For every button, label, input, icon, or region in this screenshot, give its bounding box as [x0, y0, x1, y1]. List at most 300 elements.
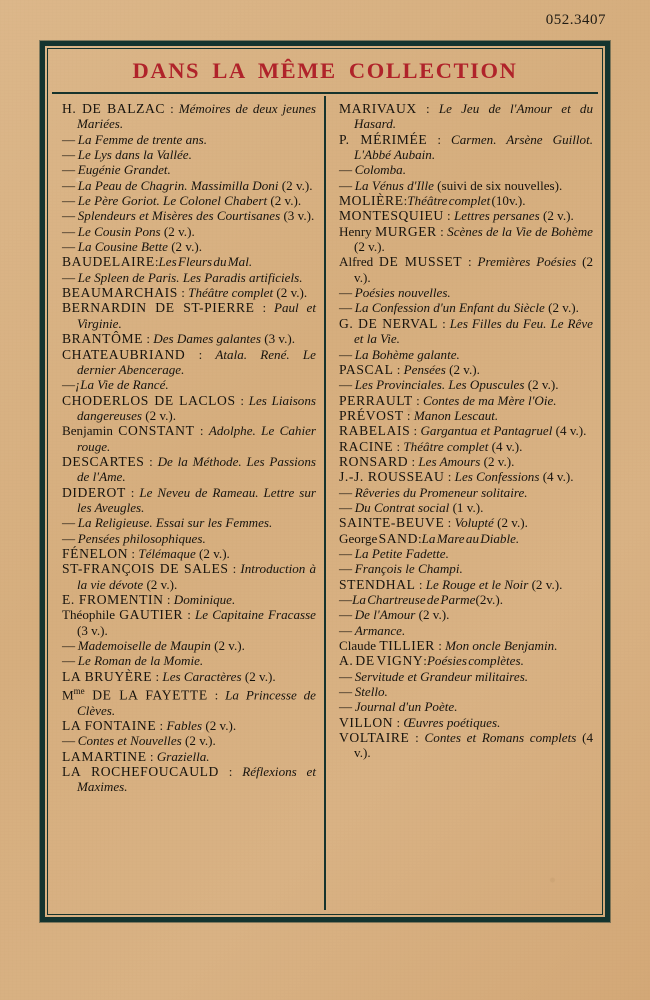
work-title: Atala. René. Le dernier Abencerage. [77, 346, 316, 377]
author-title-separator: : [146, 748, 157, 764]
entry-dash: — [62, 147, 78, 163]
author-honorific: M [62, 687, 74, 703]
catalogue-entry [62, 254, 316, 269]
author-title-separator: : [415, 576, 426, 592]
catalogue-entry [62, 285, 316, 300]
entry-dash: — [339, 607, 355, 623]
author-name: H. DE BALZAC [62, 101, 166, 116]
catalogue-entry [339, 101, 593, 132]
author-title-separator: : [128, 545, 139, 561]
author-title-separator: : [444, 515, 455, 531]
catalogue-entry [339, 132, 593, 163]
volume-count: (2 v.). [267, 193, 302, 209]
work-title: La Vénus d'Ille [354, 177, 434, 193]
entry-dash: — [62, 515, 78, 531]
catalogue-subentry [339, 684, 593, 699]
work-title: Carmen. Arsène Guillot. L'Abbé Aubain. [354, 131, 594, 163]
author-name: LA BRUYÈRE [62, 668, 153, 684]
work-title: Adolphe. Le Cahier rouge. [77, 423, 317, 454]
catalogue-subentry [339, 377, 593, 392]
entry-dash: — [62, 530, 78, 546]
author-name: DE LA FAYETTE [84, 687, 208, 703]
author-title-separator: : [427, 131, 451, 147]
volume-count: (2 v.). [241, 668, 276, 684]
entry-dash: — [62, 269, 78, 285]
catalogue-subentry [62, 147, 316, 162]
work-title: De la Méthode. Les Passions de l'Ame. [77, 453, 316, 485]
work-title: Contes et Romans complets [424, 730, 577, 746]
author-name: SAINTE-BEUVE [339, 515, 445, 531]
volume-count: (2 v.). [141, 407, 177, 423]
work-title: Les Caractères [162, 668, 242, 684]
work-title: Les Provinciales. Les Opuscules [354, 377, 525, 393]
work-title: La Bohème galante. [354, 346, 460, 362]
volume-count: (2 v.). [445, 361, 480, 377]
work-title: De l'Amour [354, 607, 416, 623]
catalogue-subentry [62, 638, 316, 653]
author-name: A. DE VIGNY [339, 653, 424, 669]
catalogue-subentry [62, 531, 316, 546]
author-name: RACINE [339, 438, 394, 454]
entry-dash: — [62, 653, 78, 669]
catalogue-subentry [62, 270, 316, 285]
catalogue-entry [62, 347, 316, 378]
catalogue-entry [339, 454, 593, 469]
volume-count: (2v.). [475, 592, 503, 607]
author-title-separator: : [177, 285, 189, 301]
author-title-separator: : [156, 718, 167, 734]
author-name: GAUTIER [119, 607, 184, 623]
catalogue-subentry [339, 347, 593, 362]
work-title: ¡La Vie de Rancé. [75, 377, 169, 393]
work-title: Introduction à la vie dévote [77, 561, 317, 592]
entry-dash: — [339, 684, 355, 700]
volume-count: (2 v.). [493, 515, 528, 531]
author-name: MOLIÈRE [339, 193, 404, 209]
catalogue-entry [339, 638, 593, 653]
author-name: BRANTÔME [62, 331, 144, 347]
volume-count: (2 v.). [273, 285, 308, 301]
work-title: Graziella. [156, 748, 210, 764]
catalogue-entry [62, 749, 316, 764]
volume-count: (10v.). [490, 193, 526, 209]
work-title: Le Rouge et le Noir [425, 576, 529, 592]
catalogue-entry [62, 669, 316, 684]
work-title: Les Liaisons dangereuses [77, 392, 316, 423]
author-title-separator: : [403, 407, 414, 423]
work-title: Les Confessions [454, 469, 540, 485]
volume-count: (1 v.). [449, 499, 484, 515]
author-title-separator: : [410, 423, 421, 439]
work-title: Eugénie Grandet. [77, 162, 171, 178]
volume-count: (suivi de six nouvelles). [433, 177, 563, 193]
work-title: Télémaque [138, 545, 196, 561]
library-call-number: 052.3407 [545, 12, 606, 28]
catalogue-subentry [339, 300, 593, 315]
entry-dash: — [62, 377, 76, 393]
author-title-separator: : [412, 392, 423, 408]
catalogue-subentry [339, 178, 593, 193]
author-title-separator: : [254, 300, 274, 316]
page-content [48, 49, 602, 914]
author-given-name: Benjamin [62, 423, 119, 439]
author-given-name: George [339, 530, 379, 546]
author-title-separator: : [393, 438, 404, 454]
author-title-separator: : [393, 714, 404, 730]
work-title: Le Cousin Pons [77, 223, 161, 239]
catalogue-entry [339, 439, 593, 454]
work-title: Journal d'un Poète. [354, 699, 458, 715]
work-title: Poésies complètes. [426, 653, 524, 669]
catalogue-entry [339, 193, 593, 208]
author-title-separator: : [443, 208, 454, 224]
author-title-separator: : [194, 423, 209, 439]
catalogue-column-right [325, 101, 602, 914]
entry-dash: — [62, 239, 78, 255]
catalogue-subentry [339, 607, 593, 622]
catalogue-entry [339, 393, 593, 408]
catalogue-entry [62, 331, 316, 346]
catalogue-columns [48, 94, 602, 914]
catalogue-subentry [339, 162, 593, 177]
work-title: La Chartreuse de Parme [352, 592, 476, 607]
catalogue-entry [339, 316, 593, 347]
author-name: TILLIER [379, 638, 435, 654]
catalogue-entry [339, 224, 593, 255]
catalogue-entry [62, 546, 316, 561]
entry-dash: — [339, 285, 355, 301]
catalogue-subentry [339, 623, 593, 638]
catalogue-entry [62, 393, 316, 424]
catalogue-entry [339, 515, 593, 530]
author-title-separator: : [183, 607, 195, 623]
volume-count: (4 v.). [354, 730, 593, 761]
work-title: Rêveries du Promeneur solitaire. [354, 484, 528, 500]
catalogue-subentry [62, 224, 316, 239]
volume-count: (2 v.). [160, 223, 195, 239]
author-name: LA FONTAINE [62, 718, 157, 734]
author-name: CHODERLOS DE LACLOS [62, 392, 236, 408]
work-title: Mémoires de deux jeunes Mariées. [77, 101, 316, 132]
author-title-separator: : [409, 730, 425, 746]
author-title-separator: : [165, 101, 179, 116]
volume-count: (2 v.). [528, 576, 563, 592]
work-title: Les Amours [418, 453, 481, 469]
author-title-separator: : [408, 453, 419, 469]
author-title-separator: : [125, 484, 140, 500]
volume-count: (2 v.). [415, 607, 450, 623]
work-title: Contes et Nouvelles [77, 733, 182, 749]
work-title: Dominique. [173, 592, 236, 607]
volume-count: (4 v.). [539, 469, 574, 485]
work-title: Colomba. [354, 162, 407, 178]
volume-count: (2 v.). [278, 177, 313, 193]
catalogue-subentry [62, 239, 316, 254]
work-title: Splendeurs et Misères des Courtisanes [77, 208, 281, 224]
author-name: MONTESQUIEU [339, 208, 444, 224]
author-title-separator: : [423, 653, 427, 669]
work-title: La Peau de Chagrin. Massimilla Doni [77, 177, 279, 193]
author-title-separator: : [154, 254, 159, 270]
work-title: François le Champi. [354, 561, 463, 577]
work-title: Le Neveu de Rameau. Lettre sur les Aveugles. [77, 484, 316, 515]
author-title-separator: : [418, 530, 422, 546]
work-title: Le Roman de la Momie. [77, 653, 204, 669]
catalogue-subentry [62, 733, 316, 748]
volume-count: (3 v.). [77, 622, 108, 638]
author-name: ST-FRANÇOIS DE SALES [62, 561, 229, 577]
author-given-name: Henry [339, 223, 376, 239]
entry-dash: — [339, 162, 355, 178]
catalogue-entry [62, 764, 316, 795]
entry-dash: — [62, 638, 78, 654]
catalogue-entry [339, 208, 593, 223]
catalogue-subentry [339, 485, 593, 500]
work-title: Théâtre complet [188, 285, 274, 301]
volume-count: (3 v.). [260, 331, 295, 347]
entry-dash: — [339, 177, 355, 193]
work-title: Le Spleen de Paris. Les Paradis artificiels. [77, 269, 303, 285]
author-name: DESCARTES [62, 453, 145, 469]
author-given-name: Alfred [339, 254, 380, 270]
work-title: Réflexions et Maximes. [77, 764, 316, 795]
author-name: CHATEAUBRIAND [62, 346, 186, 362]
volume-count: (2 v.). [480, 453, 515, 469]
volume-count: (3 v.). [280, 208, 315, 224]
author-title-separator: : [143, 331, 154, 347]
catalogue-subentry [339, 669, 593, 684]
author-title-separator: : [462, 254, 478, 270]
volume-count: (2 v.). [195, 545, 230, 561]
catalogue-entry [339, 408, 593, 423]
work-title: Lettres persanes [453, 208, 540, 224]
work-title: La Confession d'un Enfant du Siècle [354, 300, 545, 316]
author-name: BERNARDIN DE ST-PIERRE [62, 300, 255, 316]
catalogue-entry [339, 715, 593, 730]
author-title-separator: : [163, 592, 174, 607]
author-title-separator: : [235, 392, 249, 408]
entry-dash: — [339, 545, 355, 561]
catalogue-entry [62, 454, 316, 485]
volume-count: (4 v.). [488, 438, 523, 454]
entry-dash: — [62, 177, 78, 193]
author-title-separator: : [218, 764, 243, 780]
entry-dash: — [62, 193, 78, 209]
catalogue-subentry [62, 193, 316, 208]
column-divider-rule [324, 96, 326, 910]
catalogue-subentry [62, 653, 316, 668]
catalogue-subentry [62, 132, 316, 147]
work-title: Armance. [354, 622, 406, 638]
author-title-separator: : [228, 561, 241, 577]
catalogue-entry [62, 485, 316, 516]
catalogue-subentry [339, 546, 593, 561]
author-name: LA ROCHEFOUCAULD [62, 764, 219, 780]
author-name: RABELAIS [339, 423, 411, 439]
catalogue-subentry [62, 178, 316, 193]
author-title-separator: : [438, 315, 450, 331]
author-title-separator: : [144, 453, 158, 469]
author-name: G. DE NERVAL [339, 315, 439, 331]
work-title: Scènes de la Vie de Bohème [447, 223, 593, 239]
work-title: La Mare au Diable. [421, 530, 520, 546]
work-title: La Religieuse. Essai sur les Femmes. [77, 515, 273, 531]
work-title: Le Capitaine Fracasse [194, 607, 316, 623]
work-title: Théâtre complet [407, 193, 491, 209]
catalogue-entry [339, 423, 593, 438]
author-name: STENDHAL [339, 576, 416, 592]
work-title: Œuvres poétiques. [403, 714, 501, 730]
volume-count: (2 v.). [539, 208, 574, 224]
author-name: J.-J. ROUSSEAU [339, 469, 445, 485]
catalogue-entry [339, 254, 593, 285]
decorative-frame [40, 41, 610, 922]
catalogue-entry [62, 592, 316, 607]
work-title: Les Filles du Feu. Le Rêve et la Vie. [354, 315, 593, 347]
work-title: Servitude et Grandeur militaires. [354, 668, 529, 684]
entry-dash: — [62, 733, 78, 749]
author-name: VOLTAIRE [339, 730, 410, 746]
work-title: La Petite Fadette. [354, 545, 449, 561]
work-title: La Femme de trente ans. [77, 131, 208, 147]
volume-count: (2 v.). [143, 576, 178, 592]
entry-dash: — [62, 223, 78, 239]
author-name: PRÉVOST [339, 407, 404, 423]
volume-count: (4 v.). [552, 423, 587, 439]
author-name: LAMARTINE [62, 748, 147, 764]
catalogue-entry [62, 423, 316, 454]
work-title: Pensées [403, 361, 446, 377]
author-name: DIDEROT [62, 484, 126, 500]
catalogue-entry [339, 469, 593, 484]
page-title: DANS LA MÊME COLLECTION [132, 58, 518, 83]
work-title: Mon oncle Benjamin. [445, 638, 558, 654]
catalogue-entry [339, 653, 593, 668]
entry-dash: — [339, 300, 355, 316]
author-honorific-superscript: me [73, 686, 85, 697]
catalogue-entry [62, 684, 316, 718]
author-title-separator: : [393, 361, 404, 377]
work-title: La Cousine Bette [77, 239, 168, 255]
catalogue-entry [62, 607, 316, 638]
author-title-separator: : [444, 469, 455, 485]
author-title-separator: : [403, 193, 408, 209]
work-title: Gargantua et Pantagruel [420, 423, 553, 439]
work-title: La Princesse de Clèves. [77, 687, 316, 718]
entry-dash: — [339, 561, 355, 577]
entry-dash: — [339, 346, 355, 362]
catalogue-subentry [339, 561, 593, 576]
work-title: Théâtre complet [403, 438, 489, 454]
author-name: PERRAULT [339, 392, 413, 408]
entry-dash: — [339, 622, 355, 638]
catalogue-entry [339, 531, 593, 546]
entry-dash: — [339, 484, 355, 500]
volume-count: (2 v.). [354, 239, 385, 255]
work-title: Pensées philosophiques. [77, 530, 206, 546]
author-name: BAUDELAIRE [62, 254, 155, 270]
work-title: Du Contrat social [354, 499, 450, 515]
catalogue-subentry [339, 500, 593, 515]
catalogue-subentry [62, 377, 316, 392]
work-title: Fables [166, 718, 203, 734]
volume-count: (2 v.). [181, 733, 216, 749]
catalogue-entry [339, 362, 593, 377]
author-name: VILLON [339, 714, 394, 730]
author-name: FÉNELON [62, 545, 129, 561]
catalogue-entry [62, 718, 316, 733]
author-name: PASCAL [339, 361, 394, 377]
volume-count: (2 v.). [202, 718, 237, 734]
author-given-name: Claude [339, 638, 380, 654]
work-title: Contes de ma Mère l'Oie. [422, 392, 557, 408]
volume-count: (2 v.). [354, 254, 593, 285]
catalogue-entry [62, 561, 316, 592]
entry-dash: — [62, 131, 78, 147]
author-given-name: Théophile [62, 607, 120, 623]
entry-dash: — [339, 499, 355, 515]
author-name: CONSTANT [118, 423, 195, 439]
work-title: Le Jeu de l'Amour et du Hasard. [354, 101, 593, 132]
entry-dash: — [62, 208, 78, 224]
catalogue-column-left [48, 101, 325, 914]
catalogue-entry [339, 730, 593, 761]
work-title: Le Père Goriot. Le Colonel Chabert [77, 193, 268, 209]
volume-count: (2 v.). [210, 638, 245, 654]
catalogue-subentry [62, 162, 316, 177]
volume-count: (2 v.). [544, 300, 579, 316]
work-title: Stello. [354, 684, 388, 700]
entry-dash: — [339, 668, 355, 684]
catalogue-subentry [339, 592, 593, 607]
work-title: Premières Poésies [477, 254, 577, 270]
author-title-separator: : [416, 101, 439, 116]
author-title-separator: : [207, 687, 226, 703]
author-name: MURGER [375, 223, 437, 239]
work-title: Poésies nouvelles. [354, 285, 451, 301]
work-title: Des Dames galantes [153, 331, 261, 347]
entry-dash: — [62, 162, 78, 178]
author-title-separator: : [185, 346, 216, 362]
catalogue-subentry [339, 285, 593, 300]
volume-count: (2 v.). [167, 239, 202, 255]
work-title: Manon Lescaut. [413, 407, 499, 423]
author-title-separator: : [152, 668, 163, 684]
author-title-separator: : [436, 223, 448, 239]
author-name: RONSARD [339, 453, 409, 469]
author-title-separator: : [434, 638, 446, 654]
work-title: Volupté [454, 515, 494, 531]
catalogue-entry [62, 101, 316, 132]
entry-dash: — [339, 377, 355, 393]
catalogue-subentry [62, 208, 316, 223]
catalogue-entry [339, 577, 593, 592]
work-title: Le Lys dans la Vallée. [77, 147, 192, 163]
author-name: BEAUMARCHAIS [62, 285, 178, 301]
author-name: DE MUSSET [379, 254, 463, 270]
work-title: Mademoiselle de Maupin [77, 638, 211, 654]
catalogue-subentry [339, 699, 593, 714]
catalogue-subentry [62, 515, 316, 530]
entry-dash: — [339, 592, 353, 607]
author-name: SAND [378, 530, 418, 546]
author-name: P. MÉRIMÉE [339, 131, 428, 147]
author-name: E. FROMENTIN [62, 592, 164, 607]
volume-count: (2 v.). [524, 377, 559, 393]
catalogue-entry [62, 300, 316, 331]
author-name: MARIVAUX [339, 101, 417, 116]
entry-dash: — [339, 699, 355, 715]
